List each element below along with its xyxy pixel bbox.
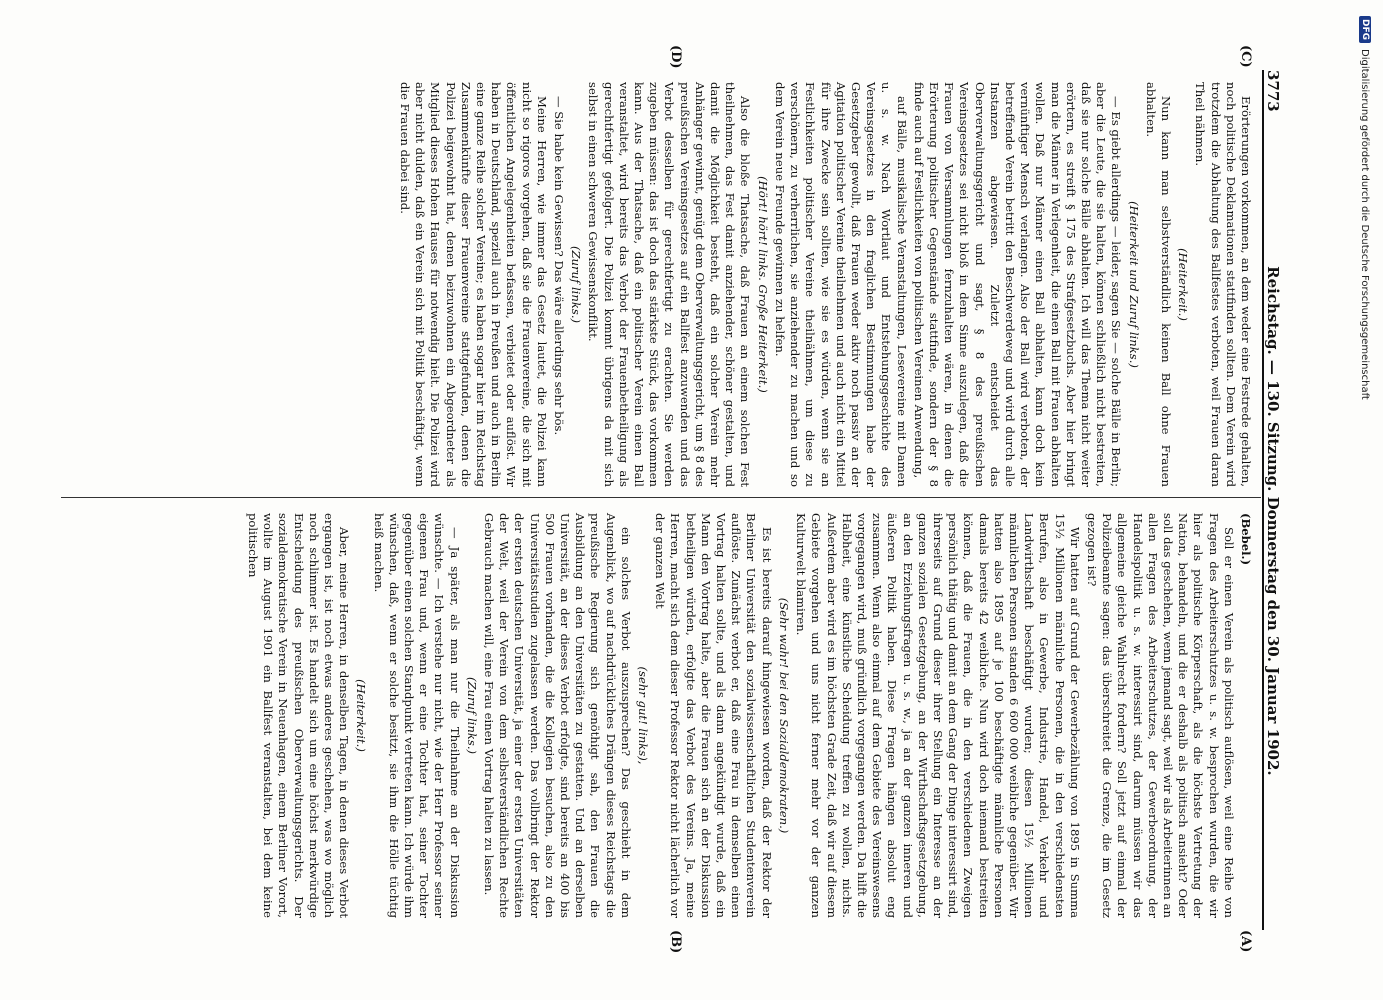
- left-column: [395, 82, 1253, 487]
- interjection: (Hört! hört! links. Große Heiterkeit.): [755, 176, 770, 393]
- margin-marker-a: (A): [1238, 930, 1253, 953]
- paragraph: ein solches Verbot auszusprechen? Das geschieht in dem Augenblick, wo auf nachdrückliches Drängen dieses Reichstags die preußische Regierung sich genöthigt sah, den Frauen die Ausbildung an den Universitäten zu gestatten. Und an derselben Universität, an der dieses Verbot erfolgte, sind bereits an 400 bis 500 Frauen vorhanden, die die Kollegien besuchen, also zu den Universitätsstudien zugelassen werden. Das vollbringt der Rektor der ersten deutschen Universität, ja einer der ersten Universitäten der Welt, weil der Verein von dem selbstverständlichen Rechte Gebrauch machen will, eine Frau einen Vortrag halten zu lassen.: [482, 513, 633, 918]
- margin-marker-b: (B): [668, 930, 683, 954]
- paragraph: — Sie habe kein Gewissen? Das wäre allerdings sehr bös.: [552, 96, 567, 436]
- paragraph: Wir hatten auf Grund der Gewerbezählung von 1895 in Summa 15½ Millionen männliche Personen, die in den verschiedensten Berufen, also in Gewerbe, Industrie, Handel, Verkehr und Landwirthschaft beschäftigt wurden; diesen 15½ Millionen männlichen Personen standen 6 600 000 weibliche gegenüber. Wir hatten also 1895 auf je 100 beschäftigte männliche Personen damals bereits 42 weibliche. Nun wird doch niemand bestreiten können, daß die Frauen, die in den verschiedenen Zweigen persönlich thätig und damit an dem Gang der Dinge interessirt sind, ihrerseits auf Grund dieser ihrer Stellung ein Interesse an der ganzen sozialen Gesetzgebung, an der Wirthschaftsgesetzgebung, an den Erziehungsfragen u. s. w., ja an der ganzen inneren und äußeren Politik haben. Diese Fragen hängen absolut eng zusammen. Wenn also einmal auf dem Gebiete des Vereinswesens vorgegangen wird, muß gründlich vorgegangen werden. Da hilft die Halbheit, eine künstliche Scheidung treffen zu wollen, nichts. Außerdem aber wird es im höchsten Grade Zeit, daß wir auf diesem Gebiete vorgehen und uns nicht ferner mehr vor der ganzen Kulturwelt blamiren.: [794, 513, 1082, 918]
- interjection: (Heiterkeit und Zuruf links.): [1126, 201, 1141, 368]
- paragraph: — Es giebt allerdings — leider, sagen Sie — solche Bälle in Berlin; aber die Leute, die sie halten, können schließlich nicht bestreiten, daß sie nur solche Bälle abhalten. Ich will das Thema nicht weiter erörtern, es streift § 175 des Strafgesetzbuchs. Aber hier bringt man die Männer in Verlegenheit, die einen Ball mit Frauen abhalten wollen. Daß nur Männer einen Ball abhalten, kann doch kein vernünftiger Mensch verlangen. Also der Ball wird verboten, der betreffende Verein betritt den Beschwerdeweg und wird durch alle Instanzen abgewiesen. Zuletzt entscheidet das Oberverwaltungsgericht und sagt, § 8 des preußischen Vereinsgesetzes sei nicht bloß in dem Sinne auszulegen, daß die Frauen von Versammlungen fernzuhalten wären, in denen die Erörterung politischer Gegenstände stattfinde, sondern der § 8 finde auch auf Festlichkeiten von politischen Vereinen Anwendung,: [911, 82, 1124, 487]
- digitization-text: Digitalisierung gefördert durch die Deutsche Forschungsgemeinschaft: [1359, 49, 1371, 400]
- interjection: (Heiterkeit.): [1176, 248, 1191, 321]
- interjection: (Zuruf links.): [464, 676, 479, 755]
- paragraph: Also die bloße Thatsache, daß Frauen an einem solchen Fest theilnehmen, das Fest damit anziehender, schöner gestalten, und damit die Möglichkeit besteht, daß ein solcher Verein mehr Anhänger gewinnt, genügt dem Oberverwaltungsgericht, um § 8 des preußischen Vereinsgesetzes auf ein Ballfest anzuwenden und das Verbot desselben für gerechtfertigt zu erachten. Sie werden zugeben müssen: das ist doch das stärkste Stück, das vorkommen kann. Aus der Thatsache, daß ein politischer Verein einen Ball veranstaltet, wird bereits das Verbot der Frauenbetheiligung als gerechtfertigt gefolgert. Die Polizei kommt übrigens da mit sich selbst in einen schweren Gewissenskonflikt.: [586, 82, 753, 487]
- paragraph: — Ja später, als man nur die Theilnahme an der Diskussion wünschte. — Ich verstehe nur nicht, wie der Herr Professor seiner eigenen Frau und, wenn er eine Tochter hat, seiner Tochter gegenüber einen solchen Standpunkt vertreten kann. Ich würde ihm wünschen, daß, wenn er solche besitzt, sie ihm die Hölle tüchtig heiß machen.: [371, 513, 462, 918]
- interjection: (Heiterkeit.): [354, 679, 369, 752]
- interjection: (Sehr wahr! bei den Sozialdemokraten.): [776, 597, 791, 834]
- page-number: 3773: [1264, 70, 1282, 112]
- margin-marker-c: (C): [1238, 45, 1253, 68]
- paragraph: Erörterungen vorkommen, an dem weder eine Festrede gehalten, noch politische Deklamationen stattfinden sollten. Dem Verein wird trotzdem die Abhaltung des Ballfestes verboten, weil Frauen daran Theil nähmen.: [1193, 82, 1253, 487]
- paragraph: Aber, meine Herren, in denselben Tagen, in denen dieses Verbot ergangen ist, ist noch etwas anderes geschehen, was wo möglich noch schlimmer ist. Es handelt sich um eine höchst merkwürdige Entscheidung des preußischen Oberverwaltungsgerichts. Der sozialdemokratische Verein in Neuenhagen, einem Berliner Vorort, wollte im August 1901 ein Ballfest veranstalten, bei dem keine politischen: [246, 513, 352, 918]
- interjection: (sehr gut! links),: [636, 666, 651, 765]
- margin-marker-d: (D): [668, 45, 683, 69]
- interjection: (Zuruf links.): [569, 245, 584, 324]
- speaker-name: (Bebel.): [1239, 513, 1253, 566]
- paragraph: Soll er einen Verein als politisch auflösen, weil eine Reihe von Fragen des Arbeiterschutzes u. s. w. besprochen wurden, die wir hier als politische Körperschaft, als die höchste Vertretung der Nation, behandeln, und die er deshalb als politisch ansieht? Oder soll das geschehen, wenn jemand sagt, weil wir als Arbeiterinnen an allen Fragen des Arbeiterschutzes, der Gewerbeordnung, der Handelspolitik u. s. w. interessirt sind, darum müssen wir das allgemeine gleiche Wahlrecht fordern? Soll jetzt auf einmal der Polizeibeamte sagen: das überschreitet die Grenze, die im Gesetz gezogen ist?: [1084, 513, 1236, 918]
- page-header: [1262, 70, 1288, 930]
- column-divider: [61, 497, 1261, 498]
- dfg-logo-icon: DFG: [1359, 16, 1371, 43]
- right-column: [243, 513, 1253, 918]
- digitization-notice: [1355, 16, 1375, 984]
- paragraph: Es ist bereits darauf hingewiesen worden, daß der Rektor der Berliner Universität den sozialwissenschaftlichen Studentenverein auflöste. Zunächst verbot er, daß eine Frau in demselben einen Vortrag halten sollte, und als dann angekündigt wurde, daß ein Mann den Vortrag halte, aber die Frauen sich an der Diskussion betheiligen würden, erfolgte das Verbot des Vereins. Ja, meine Herren, macht sich dem dieser Professor Rektor nicht lächerlich vor der ganzen Welt: [653, 513, 774, 918]
- paragraph: Nun kann man selbstverständlich keinen Ball ohne Frauen abhalten.: [1143, 82, 1173, 487]
- paragraph: auf Bälle, musikalische Veranstaltungen, Lesevereine mit Damen u. s. w. Nach Wortlaut und Entstehungsgeschichte des Vereinsgesetzes in den fraglichen Bestimmungen habe der Gesetzgeber gewollt, daß Frauen weder aktiv noch passiv an der Agitation politischer Vereine theilnehmen und auch nicht ein Mittel für ihre Zwecke sein sollten, wie sie es würden, wenn sie an Festlichkeiten politischer Vereine theilnähmen, um diese zu verschönern, zu verherrlichen, sie anziehender zu machen und so dem Verein neue Freunde gewinnen zu helfen.: [772, 82, 909, 487]
- running-title: Reichstag. — 130. Sitzung. Donnerstag den 30. Januar 1902.: [1264, 266, 1282, 776]
- paragraph: Meine Herren, wie immer das Gesetz lautet, die Polizei kann nicht so rigoros vorgehen, daß sie die Frauenvereine, die sich mit öffentlichen Angelegenheiten befassen, verbietet oder auflöst. Wir haben in Deutschland, speziell auch in Preußen und auch in Berlin eine ganze Reihe solcher Vereine; es haben sogar hier im Reichstag Zusammenkünfte dieser Frauenvereine stattgefunden, denen die Polizei beigewohnt hat, denen beizuwohnen ein Abgeordneter als Mitglied dieses Hohen Hauses für notwendig hielt. Die Polizei wird aber nicht dulden, daß ein Verein sich mit Politik beschäftigt, wenn die Frauen dabei sind.: [398, 82, 549, 487]
